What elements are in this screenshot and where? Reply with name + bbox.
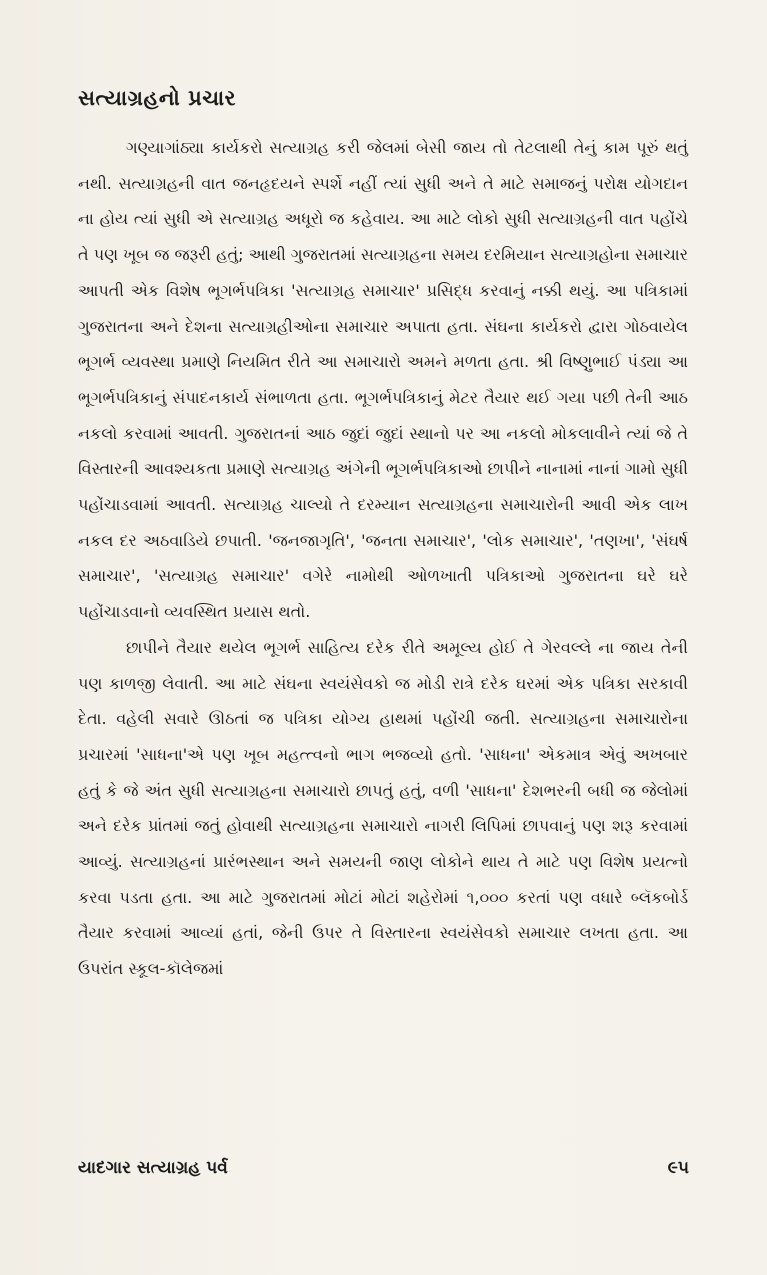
body-text <box>78 130 688 987</box>
running-footer-title: યાદગાર સત્યાગ્રહ પર્વ <box>78 1158 228 1178</box>
paragraph-2: છાપીને તૈયાર થયેલ ભૂગર્ભ સાહિત્ય દરેક રીતે અમૂલ્ય હોઈ તે ગેરવલ્લે ના જાય તેની પણ કાળજી લેવાતી. આ માટે સંઘના સ્વયંસેવકો જ મોડી રાત્રે દરેક ઘરમાં એક પત્રિકા સરકાવી દેતા. વહેલી સવારે ઊઠતાં જ પત્રિકા યોગ્ય હાથમાં પહોંચી જતી. સત્યાગ્રહના સમાચારોના પ્રચારમાં 'સાધના'એ પણ ખૂબ મહત્ત્વનો ભાગ ભજવ્યો હતો. 'સાધના' એકમાત્ર એવું અખબાર હતું કે જે અંત સુધી સત્યાગ્રહના સમાચારો છાપતું હતું, વળી 'સાધના' દેશભરની બધી જ જેલોમાં અને દરેક પ્રાંતમાં જતું હોવાથી સત્યાગ્રહના સમાચારો નાગરી લિપિમાં છાપવાનું પણ શરૂ કરવામાં આવ્યું. સત્યાગ્રહનાં પ્રારંભસ્થાન અને સમયની જાણ લોકોને થાય તે માટે પણ વિશેષ પ્રયત્નો કરવા પડતા હતા. આ માટે ગુજરાતમાં મોટાં મોટાં શહેરોમાં ૧,૦૦૦ કરતાં પણ વધારે બ્લૅકબોર્ડ તૈયાર કરવામાં આવ્યાં હતાં, જેની ઉપર તે વિસ્તારના સ્વયંસેવકો સમાચાર લખતા હતા. આ ઉપરાંત સ્કૂલ-કૉલેજમાં <box>78 637 688 979</box>
section-heading: સત્યાગ્રહનો પ્રચાર <box>78 86 237 110</box>
page-number: ૯૫ <box>667 1158 689 1178</box>
paragraph-1: ગણ્યાગાંઠ્યા કાર્યકરો સત્યાગ્રહ કરી જેલમાં બેસી જાય તો તેટલાથી તેનું કામ પૂરું થતું નથી. સત્યાગ્રહની વાત જનહૃદયને સ્પર્શે નહીં ત્યાં સુધી અને તે માટે સમાજનું પરોક્ષ યોગદાન ના હોય ત્યાં સુધી એ સત્યાગ્રહ અધૂરો જ કહેવાય. આ માટે લોકો સુધી સત્યાગ્રહની વાત પહોંચે તે પણ ખૂબ જ જરૂરી હતું; આથી ગુજરાતમાં સત્યાગ્રહના સમય દરમિયાન સત્યાગ્રહોના સમાચાર આપતી એક વિશેષ ભૂગર્ભપત્રિકા 'સત્યાગ્રહ સમાચાર' પ્રસિદ્ધ કરવાનું નક્કી થયું. આ પત્રિકામાં ગુજરાતના અને દેશના સત્યાગ્રહીઓના સમાચાર અપાતા હતા. સંઘના કાર્યકરો દ્વારા ગોઠવાયેલ ભૂગર્ભ વ્યવસ્થા પ્રમાણે નિયમિત રીતે આ સમાચારો અમને મળતા હતા. શ્રી વિષ્ણુભાઈ પંડ્યા આ ભૂગર્ભપત્રિકાનું સંપાદનકાર્ય સંભાળતા હતા. ભૂગર્ભપત્રિકાનું મેટર તૈયાર થઈ ગયા પછી તેની આઠ નકલો કરવામાં આવતી. ગુજરાતનાં આઠ જુદાં જુદાં સ્થાનો પર આ નકલો મોકલાવીને ત્યાં જે તે વિસ્તારની આવશ્યકતા પ્રમાણે સત્યાગ્રહ અંગેની ભૂગર્ભપત્રિકાઓ છાપીને નાનામાં નાનાં ગામો સુધી પહોંચાડવામાં આવતી. સત્યાગ્રહ ચાલ્યો તે દરમ્યાન સત્યાગ્રહના સમાચારોની આવી એક લાખ નકલ દર અઠવાડિયે છપાતી. 'જનજાગૃતિ', 'જનતા સમાચાર', 'લોક સમાચાર', 'તણખા', 'સંઘર્ષ સમાચાર', 'સત્યાગ્રહ સમાચાર' વગેરે નામોથી ઓળખાતી પત્રિકાઓ ગુજરાતના ઘરે ઘરે પહોંચાડવાનો વ્યવસ્થિત પ્રયાસ થતો. <box>78 138 688 622</box>
